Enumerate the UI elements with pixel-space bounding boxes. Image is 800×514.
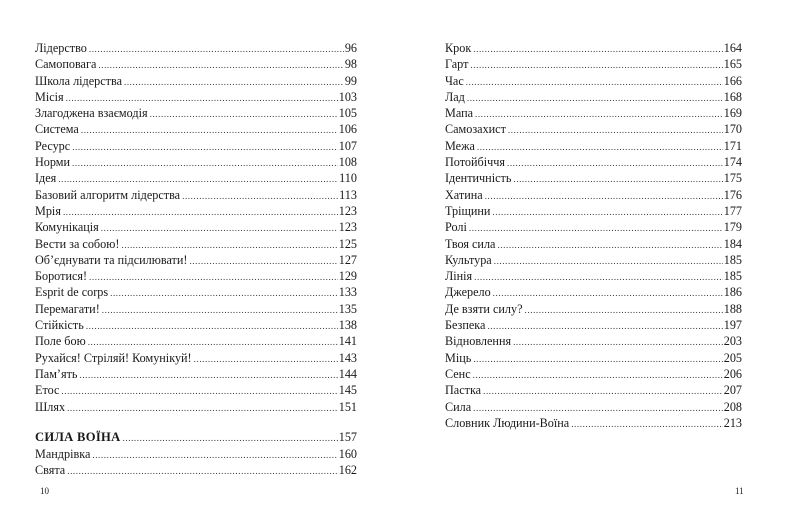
toc-entry-page: 98 (344, 57, 357, 72)
right-page (400, 0, 800, 514)
toc-entry[interactable] (445, 154, 742, 170)
toc-entry[interactable] (35, 462, 357, 478)
toc-entry-page: 105 (338, 106, 357, 121)
toc-entry[interactable] (35, 446, 357, 462)
dot-leader (483, 383, 723, 399)
toc-entry-title: Пастка (445, 383, 482, 398)
toc-entry-title: Тріщини (445, 203, 491, 218)
toc-entry-page: 144 (338, 366, 357, 381)
toc-entry[interactable] (35, 73, 357, 89)
toc-entry-title: Ролі (445, 220, 467, 235)
toc-entry-title: Потойбіччя (445, 155, 505, 170)
dot-leader (474, 269, 723, 285)
dot-leader (189, 253, 337, 269)
toc-entry-title: Esprit de corps (35, 285, 109, 300)
toc-entry[interactable] (445, 301, 742, 317)
toc-entry[interactable] (445, 56, 742, 72)
toc-entry[interactable] (35, 154, 357, 170)
toc-entry[interactable] (445, 73, 742, 89)
toc-entry-page: 171 (723, 138, 742, 153)
toc-entry-title: Комунікація (35, 220, 99, 235)
dot-leader (475, 106, 723, 122)
toc-entry[interactable] (35, 187, 357, 203)
dot-leader (487, 318, 722, 334)
dot-leader (477, 139, 723, 155)
toc-entry[interactable] (445, 236, 742, 252)
toc-entry-page: 165 (723, 57, 742, 72)
dot-leader (507, 155, 723, 171)
toc-entry-title: Місія (35, 89, 64, 104)
toc-entry-page: 133 (338, 285, 357, 300)
toc-entry-page: 96 (344, 41, 357, 55)
toc-entry[interactable] (35, 40, 357, 56)
toc-entry-page: 188 (723, 301, 742, 316)
toc-entry[interactable] (35, 382, 357, 398)
toc-entry-page: 123 (338, 203, 357, 218)
toc-entry-title: Відновлення (445, 334, 512, 349)
toc-entry-page: 208 (723, 399, 742, 414)
toc-entry-page: 203 (723, 334, 742, 349)
toc-entry[interactable] (35, 138, 357, 154)
toc-entry-page: 162 (338, 463, 357, 478)
dot-leader (494, 253, 723, 269)
dot-leader (513, 334, 723, 350)
dot-leader (66, 90, 338, 106)
toc-entry[interactable] (445, 89, 742, 105)
dot-leader (497, 237, 722, 253)
toc-entry-page: 123 (338, 220, 357, 235)
toc-entry[interactable] (445, 366, 742, 382)
toc-entry-page: 103 (338, 89, 357, 104)
toc-entry[interactable] (445, 317, 742, 333)
toc-entry-page: 186 (723, 285, 742, 300)
dot-leader (123, 430, 338, 446)
dot-leader (72, 155, 338, 171)
toc-entry[interactable] (35, 366, 357, 382)
dot-leader (485, 188, 723, 204)
toc-entry[interactable] (445, 170, 742, 186)
dot-leader (150, 106, 338, 122)
toc-entry-title: Шлях (35, 399, 66, 414)
toc-entry-title: Гарт (445, 57, 469, 72)
dot-leader (124, 74, 344, 90)
toc-entry-title: Вести за собою! (35, 236, 120, 251)
dot-leader (102, 302, 338, 318)
toc-entry-title: Мапа (445, 106, 474, 121)
toc-entry-title: Рухайся! Стріляй! Комунікуй! (35, 350, 192, 365)
toc-entry-page: 135 (338, 301, 357, 316)
toc-entry-page: 176 (723, 187, 742, 202)
toc-entry-page: 170 (723, 122, 742, 137)
toc-entry[interactable] (445, 268, 742, 284)
toc-entry-page: 168 (723, 89, 742, 104)
dot-leader (467, 90, 723, 106)
toc-entry-title: Злагоджена взаємодія (35, 106, 148, 121)
dot-leader (194, 351, 338, 367)
toc-entry-title: Де взяти силу? (445, 301, 523, 316)
toc-entry[interactable] (35, 399, 357, 415)
dot-leader (182, 188, 338, 204)
toc-entry-title: Перемагати! (35, 301, 100, 316)
toc-section-heading[interactable] (35, 429, 357, 445)
toc-entry[interactable] (445, 333, 742, 349)
toc-entry-page: 143 (338, 350, 357, 365)
toc-entry-page: 108 (338, 155, 357, 170)
toc-entry-page: 177 (723, 203, 742, 218)
dot-leader (67, 463, 338, 479)
toc-entry-title: Школа лідерства (35, 73, 122, 88)
toc-entry[interactable] (445, 121, 742, 137)
toc-entry-title: Мандрівка (35, 446, 91, 461)
toc-entry-title: Безпека (445, 318, 486, 333)
toc-entry-page: 125 (338, 236, 357, 251)
dot-leader (508, 122, 723, 138)
toc-entry-page: 184 (723, 236, 742, 251)
page-number-right: 11 (735, 486, 744, 496)
toc-entry[interactable] (35, 89, 357, 105)
toc-entry-title: Об’єднувати та підсилювати! (35, 252, 188, 267)
toc-entry[interactable] (445, 415, 742, 431)
toc-entry-page: 138 (338, 318, 357, 333)
toc-entry[interactable] (35, 252, 357, 268)
dot-leader (67, 400, 338, 416)
toc-entry-page: 185 (723, 269, 742, 284)
toc-entry-title: Культура (445, 252, 492, 267)
toc-entry-title: Норми (35, 155, 71, 170)
toc-entry[interactable] (445, 350, 742, 366)
toc-entry-title: Система (35, 122, 79, 137)
toc-entry-page: 141 (338, 334, 357, 349)
toc-entry-page: 160 (338, 446, 357, 461)
toc-entry-page: 175 (723, 171, 742, 186)
toc-entry[interactable] (445, 284, 742, 300)
toc-entry-title: Межа (445, 138, 475, 153)
toc-entry-page: 169 (723, 106, 742, 121)
dot-leader (81, 122, 338, 138)
dot-leader (89, 269, 338, 285)
toc-entry[interactable] (35, 350, 357, 366)
toc-entry[interactable] (35, 56, 357, 72)
dot-leader (473, 367, 723, 383)
dot-leader (493, 285, 723, 301)
toc-entry-page: 197 (723, 318, 742, 333)
toc-entry-title: Свята (35, 463, 66, 478)
toc-entry[interactable] (35, 203, 357, 219)
dot-leader (110, 285, 338, 301)
toc-entry-title: Хатина (445, 187, 483, 202)
toc-entry[interactable] (35, 219, 357, 235)
dot-leader (121, 237, 337, 253)
dot-leader (61, 383, 337, 399)
section-gap (35, 415, 357, 430)
toc-entry[interactable] (445, 203, 742, 219)
toc-entry[interactable] (445, 105, 742, 121)
toc-entry-title: Твоя сила (445, 236, 496, 251)
toc-list-left (35, 40, 357, 478)
toc-entry-page: 205 (723, 350, 742, 365)
dot-leader (571, 416, 723, 432)
dot-leader (513, 171, 722, 187)
toc-entry[interactable] (445, 40, 742, 56)
toc-entry[interactable] (445, 138, 742, 154)
toc-entry-title: Сенс (445, 366, 471, 381)
toc-entry[interactable] (445, 399, 742, 415)
toc-entry-title: Лад (445, 89, 465, 104)
dot-leader (473, 351, 722, 367)
toc-entry[interactable] (445, 187, 742, 203)
toc-entry-page: 145 (338, 383, 357, 398)
toc-entry-page: 174 (723, 155, 742, 170)
dot-leader (473, 400, 723, 416)
dot-leader (58, 171, 338, 187)
toc-entry[interactable] (445, 219, 742, 235)
toc-entry-title: Лідерство (35, 41, 87, 55)
toc-entry-title: Сила (445, 399, 472, 414)
toc-entry-page: 166 (723, 73, 742, 88)
toc-entry-title: Самозахист (445, 122, 506, 137)
dot-leader (470, 57, 722, 73)
toc-entry-page: 129 (338, 269, 357, 284)
toc-entry-page: 107 (338, 138, 357, 153)
toc-entry-page: 179 (723, 220, 742, 235)
dot-leader (98, 57, 343, 73)
dot-leader (79, 367, 337, 383)
toc-entry[interactable] (35, 268, 357, 284)
toc-entry-title: Самоповага (35, 57, 97, 72)
toc-entry-title: Ресурс (35, 138, 71, 153)
toc-list-right (445, 40, 742, 431)
toc-entry-title: Лінія (445, 269, 473, 284)
toc-entry[interactable] (35, 121, 357, 137)
toc-entry-title: Міць (445, 350, 472, 365)
toc-entry-page: 106 (338, 122, 357, 137)
toc-entry-page: 206 (723, 366, 742, 381)
toc-entry-title: Стійкість (35, 318, 84, 333)
toc-entry-title: Джерело (445, 285, 491, 300)
toc-entry-title: Пам’ять (35, 366, 78, 381)
toc-entry-page: 127 (338, 252, 357, 267)
toc-entry-title: Мрія (35, 203, 61, 218)
toc-entry-page: 110 (339, 171, 357, 186)
toc-entry-title: Ідея (35, 171, 57, 186)
section-title: СИЛА ВОЇНА (35, 430, 121, 445)
dot-leader (63, 204, 338, 220)
toc-entry-title: Поле бою (35, 334, 86, 349)
dot-leader (92, 447, 337, 463)
dot-leader (525, 302, 723, 318)
dot-leader (473, 41, 722, 57)
toc-entry-page: 207 (723, 383, 742, 398)
page-number-left: 10 (40, 486, 49, 496)
toc-entry[interactable] (35, 105, 357, 121)
toc-entry-title: Словник Людини-Воїна (445, 415, 570, 430)
toc-entry[interactable] (445, 382, 742, 398)
toc-entry-title: Ідентичність (445, 171, 512, 186)
dot-leader (492, 204, 722, 220)
toc-entry[interactable] (35, 333, 357, 349)
toc-entry-title: Час (445, 73, 464, 88)
toc-entry-page: 185 (723, 252, 742, 267)
toc-entry[interactable] (35, 301, 357, 317)
toc-entry[interactable] (35, 317, 357, 333)
toc-entry[interactable] (35, 284, 357, 300)
toc-entry-page: 164 (723, 41, 742, 55)
toc-entry-title: Крок (445, 41, 472, 55)
toc-entry[interactable] (445, 252, 742, 268)
toc-entry-title: Боротися! (35, 269, 88, 284)
dot-leader (72, 139, 338, 155)
toc-entry-page: 99 (344, 73, 357, 88)
toc-entry[interactable] (35, 236, 357, 252)
dot-leader (86, 318, 338, 334)
toc-entry-title: Етос (35, 383, 60, 398)
dot-leader (101, 220, 338, 236)
toc-entry-page: 151 (338, 399, 357, 414)
dot-leader (88, 334, 338, 350)
dot-leader (469, 220, 723, 236)
toc-entry[interactable] (35, 170, 357, 186)
dot-leader (466, 74, 723, 90)
toc-entry-page: 113 (339, 187, 357, 202)
dot-leader (89, 41, 344, 57)
section-page: 157 (338, 430, 357, 445)
toc-entry-page: 213 (723, 415, 742, 430)
toc-entry-title: Базовий алгоритм лідерства (35, 187, 181, 202)
